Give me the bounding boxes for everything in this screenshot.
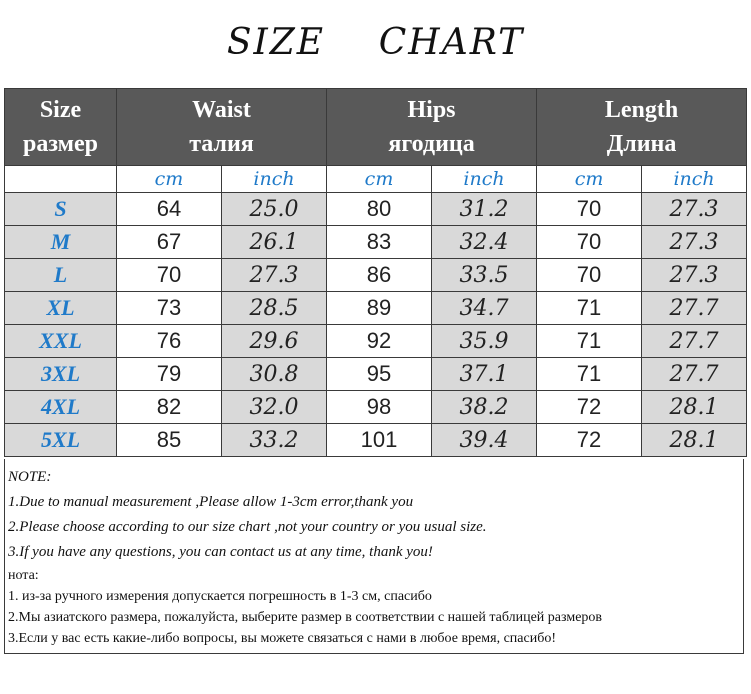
hips-inch-value: 38.2 — [432, 391, 537, 424]
size-label: XXL — [5, 325, 117, 358]
unit-waist-inch: inch — [222, 166, 327, 193]
hips-cm-value: 80 — [327, 193, 432, 226]
length-inch-value: 27.7 — [642, 325, 747, 358]
size-label: 3XL — [5, 358, 117, 391]
length-inch-value: 27.3 — [642, 193, 747, 226]
unit-length-inch: inch — [642, 166, 747, 193]
length-inch-value: 28.1 — [642, 424, 747, 457]
header-size — [5, 89, 117, 166]
length-cm-value: 71 — [537, 292, 642, 325]
waist-cm-value: 70 — [117, 259, 222, 292]
waist-inch-value: 32.0 — [222, 391, 327, 424]
header-hips-ru: ягодица — [388, 131, 475, 157]
hips-inch-value: 39.4 — [432, 424, 537, 457]
length-cm-value: 71 — [537, 358, 642, 391]
length-inch-value: 28.1 — [642, 391, 747, 424]
note-line-ru: 1. из-за ручного измерения допускается погрешность в 1-3 см, спасибо — [8, 589, 432, 604]
hips-inch-value: 31.2 — [432, 193, 537, 226]
unit-hips-cm: cm — [327, 166, 432, 193]
hips-inch-value: 34.7 — [432, 292, 537, 325]
note-line-en: 3.If you have any questions, you can contact us at any time, thank you! — [8, 544, 433, 560]
size-label: 5XL — [5, 424, 117, 457]
note-line-ru: 2.Мы азиатского размера, пожалуйста, выберите размер в соответствии с нашей таблицей размеров — [8, 610, 603, 625]
header-length-en: Length — [604, 97, 679, 123]
waist-inch-value: 26.1 — [222, 226, 327, 259]
note-line-en: 2.Please choose according to our size chart ,not your country or you usual size. — [8, 519, 487, 535]
waist-inch-value: 25.0 — [222, 193, 327, 226]
length-inch-value: 27.3 — [642, 259, 747, 292]
table-row — [5, 424, 747, 457]
length-cm-value: 70 — [537, 226, 642, 259]
header-length — [537, 89, 747, 166]
page-title: SIZE CHART — [226, 22, 525, 63]
note-heading-ru: нота: — [8, 568, 39, 583]
waist-cm-value: 64 — [117, 193, 222, 226]
waist-inch-value: 30.8 — [222, 358, 327, 391]
length-cm-value: 72 — [537, 391, 642, 424]
size-label: 4XL — [5, 391, 117, 424]
length-inch-value: 27.3 — [642, 226, 747, 259]
waist-cm-value: 82 — [117, 391, 222, 424]
table-row — [5, 226, 747, 259]
table-row — [5, 259, 747, 292]
size-label: XL — [5, 292, 117, 325]
table-row — [5, 358, 747, 391]
waist-cm-value: 73 — [117, 292, 222, 325]
length-inch-value: 27.7 — [642, 292, 747, 325]
table-row — [5, 292, 747, 325]
table-row — [5, 325, 747, 358]
waist-cm-value: 79 — [117, 358, 222, 391]
hips-cm-value: 89 — [327, 292, 432, 325]
waist-inch-value: 28.5 — [222, 292, 327, 325]
hips-cm-value: 86 — [327, 259, 432, 292]
size-label: L — [5, 259, 117, 292]
header-waist-en: Waist — [192, 97, 251, 123]
length-cm-value: 72 — [537, 424, 642, 457]
unit-waist-cm: cm — [117, 166, 222, 193]
header-hips — [327, 89, 537, 166]
table-row — [5, 193, 747, 226]
length-cm-value: 71 — [537, 325, 642, 358]
hips-inch-value: 33.5 — [432, 259, 537, 292]
header-hips-en: Hips — [407, 97, 456, 123]
length-cm-value: 70 — [537, 193, 642, 226]
unit-blank — [5, 166, 117, 193]
hips-cm-value: 95 — [327, 358, 432, 391]
hips-inch-value: 32.4 — [432, 226, 537, 259]
header-size-ru: размер — [23, 131, 98, 157]
header-row — [5, 89, 747, 166]
header-size-en: Size — [39, 97, 82, 123]
note-line-en: 1.Due to manual measurement ,Please allow 1-3cm error,thank you — [8, 494, 414, 510]
hips-inch-value: 37.1 — [432, 358, 537, 391]
length-inch-value: 27.7 — [642, 358, 747, 391]
size-label: M — [5, 226, 117, 259]
size-label: S — [5, 193, 117, 226]
hips-cm-value: 92 — [327, 325, 432, 358]
waist-inch-value: 29.6 — [222, 325, 327, 358]
unit-length-cm: cm — [537, 166, 642, 193]
length-cm-value: 70 — [537, 259, 642, 292]
note-heading-en: NOTE: — [8, 469, 52, 485]
table-row — [5, 391, 747, 424]
waist-inch-value: 27.3 — [222, 259, 327, 292]
note-line-ru: 3.Если у вас есть какие-либо вопросы, вы можете связаться с нами в любое время, спасибо! — [8, 631, 556, 646]
hips-cm-value: 98 — [327, 391, 432, 424]
header-waist — [117, 89, 327, 166]
hips-cm-value: 83 — [327, 226, 432, 259]
unit-row — [5, 166, 747, 193]
notes-panel — [4, 459, 744, 654]
waist-inch-value: 33.2 — [222, 424, 327, 457]
waist-cm-value: 76 — [117, 325, 222, 358]
size-chart-table — [4, 88, 747, 457]
waist-cm-value: 85 — [117, 424, 222, 457]
header-length-ru: Длина — [606, 131, 677, 157]
hips-inch-value: 35.9 — [432, 325, 537, 358]
waist-cm-value: 67 — [117, 226, 222, 259]
unit-hips-inch: inch — [432, 166, 537, 193]
hips-cm-value: 101 — [327, 424, 432, 457]
header-waist-ru: талия — [189, 131, 254, 157]
